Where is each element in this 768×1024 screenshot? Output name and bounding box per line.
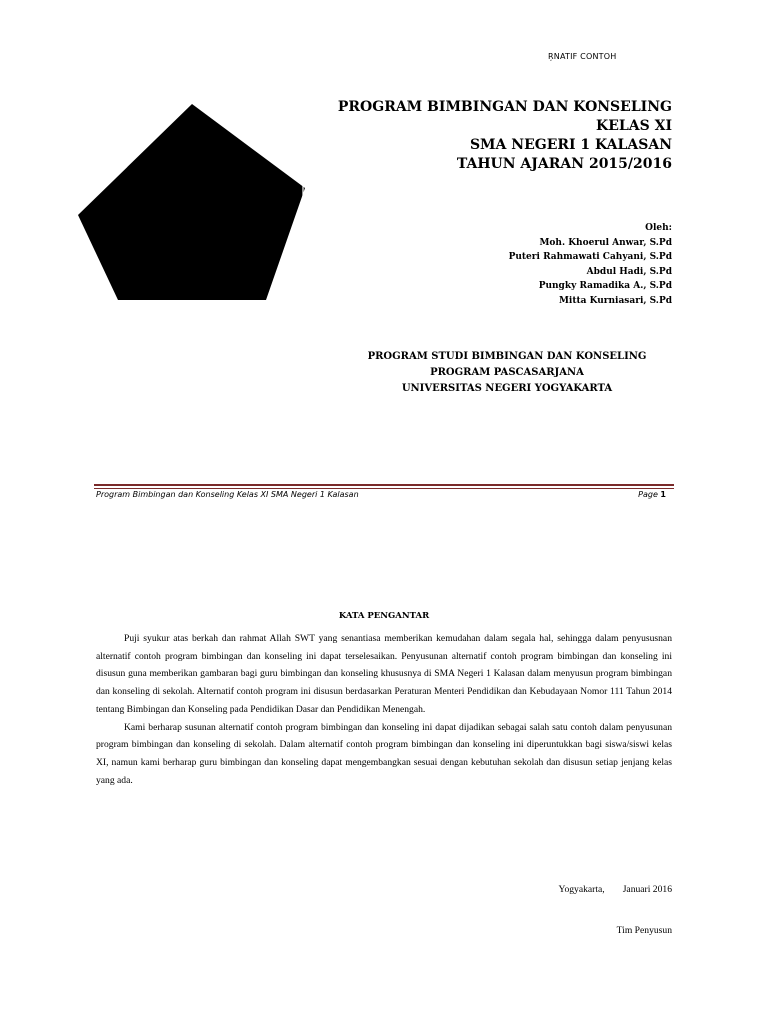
title-line: TAHUN AJARAN 2015/2016	[456, 156, 672, 172]
institution-line: UNIVERSITAS NEGERI YOGYAKARTA	[401, 383, 613, 394]
author-name: Pungky Ramadika A., S.Pd	[538, 281, 672, 291]
page-number: 1	[660, 490, 666, 499]
author-list	[412, 221, 672, 308]
authors-label: Oleh:	[645, 223, 672, 233]
pentagon-fill	[78, 104, 305, 300]
title-line: PROGRAM BIMBINGAN DAN KONSELING	[337, 99, 672, 115]
footer-rule	[94, 484, 674, 486]
title-line: SMA NEGERI 1 KALASAN	[469, 137, 672, 153]
footer-page-number	[638, 490, 666, 499]
signoff-date: Januari 2016	[622, 884, 672, 895]
header-label: ŖNATIF CONTOH	[548, 52, 617, 61]
preface-paragraph: Kami berharap susunan alternatif contoh program bimbingan dan konseling ini dapat dijadikan sebagai salah satu contoh dalam penyusunan program bimbingan dan konseling di sekolah. Dalam alternatif contoh program bimbingan dan konseling ini diperuntukkan bagi siswa/siswi kelas XI, namun kami berharap guru bimbingan dan konseling dapat mengembangkan sesuai dengan kebutuhan sekolah dan disusun setiap jenjang kelas yang ada.	[96, 721, 672, 786]
preface-body	[96, 630, 672, 789]
author-name: Moh. Khoerul Anwar, S.Pd	[539, 237, 672, 248]
author-name: Mitta Kurniasari, S.Pd	[558, 295, 672, 306]
institution-line: PROGRAM PASCASARJANA	[430, 367, 584, 378]
title-line: KELAS XI	[596, 118, 672, 134]
preface-title: KATA PENGANTAR	[338, 611, 430, 621]
page-label: Page	[638, 490, 658, 499]
signoff-place: Yogyakarta,	[558, 884, 605, 895]
footer-title: Program Bimbingan dan Konseling Kelas XI SMA Negeri 1 Kalasan	[96, 490, 359, 499]
author-name: Abdul Hadi, S.Pd	[586, 266, 672, 277]
footer-rule-thin	[94, 488, 674, 489]
institution-line: PROGRAM STUDI BIMBINGAN DAN KONSELING	[367, 351, 647, 362]
author-name: Puteri Rahmawati Cahyani, S.Pd	[508, 252, 672, 262]
cover-title	[312, 98, 672, 174]
institution	[342, 349, 672, 397]
signoff-team: Tim Penyusun	[616, 925, 672, 936]
preface-paragraph: Puji syukur atas berkah dan rahmat Allah SWT yang senantiasa memberikan kemudahan dalam segala hal, sehingga dalam penyususnan alternatif contoh program bimbingan dan konseling ini dapat terselesaikan. Penyusunan alternatif contoh program bimbingan dan konseling ini disusun guna memberikan gambaran bagi guru bimbingan dan konseling khususnya di SMA Negeri 1 Kalasan dalam menyusun program bimbingan dan konseling di sekolah. Alternatif contoh program ini disusun berdasarkan Peraturan Menteri Pendidikan dan Kebudayaan Nomor 111 Tahun 2014 tentang Bimbingan dan Konseling pada Pendidikan Dasar dan Pendidikan Menengah.	[96, 633, 672, 715]
pentagon-shape	[78, 104, 306, 300]
signoff	[559, 884, 673, 895]
